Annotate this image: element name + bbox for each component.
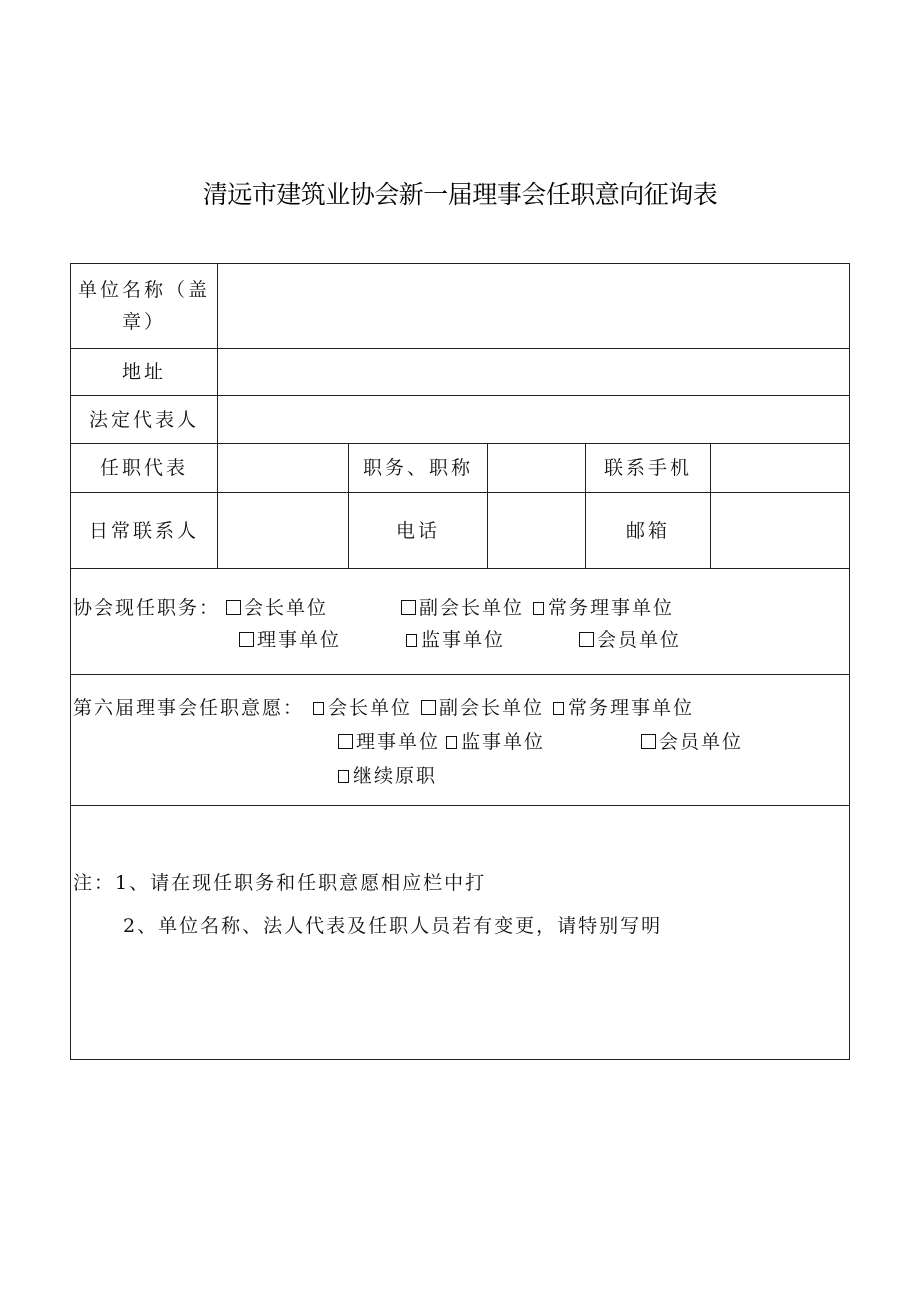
- checkbox-icon[interactable]: [421, 700, 436, 715]
- option-director[interactable]: 理事单位: [239, 625, 341, 652]
- checkbox-icon[interactable]: [239, 632, 254, 647]
- note-line-2: 2、单位名称、法人代表及任职人员若有变更，请特别写明: [123, 915, 663, 937]
- note-line-1: 注：1、请在现任职务和任职意愿相应栏中打: [73, 872, 487, 894]
- mobile-field[interactable]: [710, 443, 850, 493]
- intent-vice-president[interactable]: 副会长单位: [421, 693, 544, 720]
- email-field[interactable]: [710, 492, 850, 569]
- notes-section: [70, 805, 850, 1060]
- appointed-rep-label: 任职代表: [70, 443, 218, 493]
- intention-label: 第六届理事会任职意愿：: [73, 697, 305, 719]
- legal-rep-label: 法定代表人: [70, 395, 218, 444]
- checkbox-icon[interactable]: [401, 600, 416, 615]
- intention-section: [70, 674, 850, 806]
- phone-label: 电话: [348, 492, 488, 569]
- checkbox-icon[interactable]: [641, 734, 656, 749]
- mobile-label: 联系手机: [585, 443, 711, 493]
- current-position-section: [70, 568, 850, 675]
- position-title-field[interactable]: [487, 443, 586, 493]
- daily-contact-field[interactable]: [217, 492, 349, 569]
- current-position-label: 协会现任职务：: [73, 597, 221, 619]
- checkbox-icon[interactable]: [446, 736, 457, 749]
- address-label: 地址: [70, 348, 218, 396]
- intent-keep-current[interactable]: 继续原职: [338, 761, 437, 788]
- checkbox-icon[interactable]: [553, 702, 564, 715]
- intent-president[interactable]: 会长单位: [313, 693, 412, 720]
- checkbox-icon[interactable]: [226, 600, 241, 615]
- option-vice-president[interactable]: 副会长单位: [401, 593, 524, 620]
- form-title: 清远市建筑业协会新一届理事会任职意向征询表: [202, 180, 718, 209]
- option-member[interactable]: 会员单位: [579, 625, 681, 652]
- option-executive-director[interactable]: 常务理事单位: [533, 593, 674, 620]
- intent-director[interactable]: 理事单位: [338, 727, 440, 754]
- checkbox-icon[interactable]: [313, 702, 324, 715]
- option-supervisor[interactable]: 监事单位: [406, 625, 505, 652]
- email-label: 邮箱: [585, 492, 711, 569]
- option-president[interactable]: 会长单位: [226, 593, 328, 620]
- checkbox-icon[interactable]: [338, 734, 353, 749]
- address-field[interactable]: [217, 348, 850, 396]
- intent-executive-director[interactable]: 常务理事单位: [553, 693, 694, 720]
- intent-member[interactable]: 会员单位: [641, 727, 743, 754]
- checkbox-icon[interactable]: [533, 602, 544, 615]
- appointed-rep-field[interactable]: [217, 443, 349, 493]
- unit-name-field[interactable]: [217, 263, 850, 349]
- checkbox-icon[interactable]: [579, 632, 594, 647]
- position-title-label: 职务、职称: [348, 443, 488, 493]
- checkbox-icon[interactable]: [338, 770, 349, 783]
- daily-contact-label: 日常联系人: [70, 492, 218, 569]
- unit-name-label: 单位名称（盖章）: [70, 263, 218, 349]
- legal-rep-field[interactable]: [217, 395, 850, 444]
- checkbox-icon[interactable]: [406, 634, 417, 647]
- intent-supervisor[interactable]: 监事单位: [446, 727, 545, 754]
- phone-field[interactable]: [487, 492, 586, 569]
